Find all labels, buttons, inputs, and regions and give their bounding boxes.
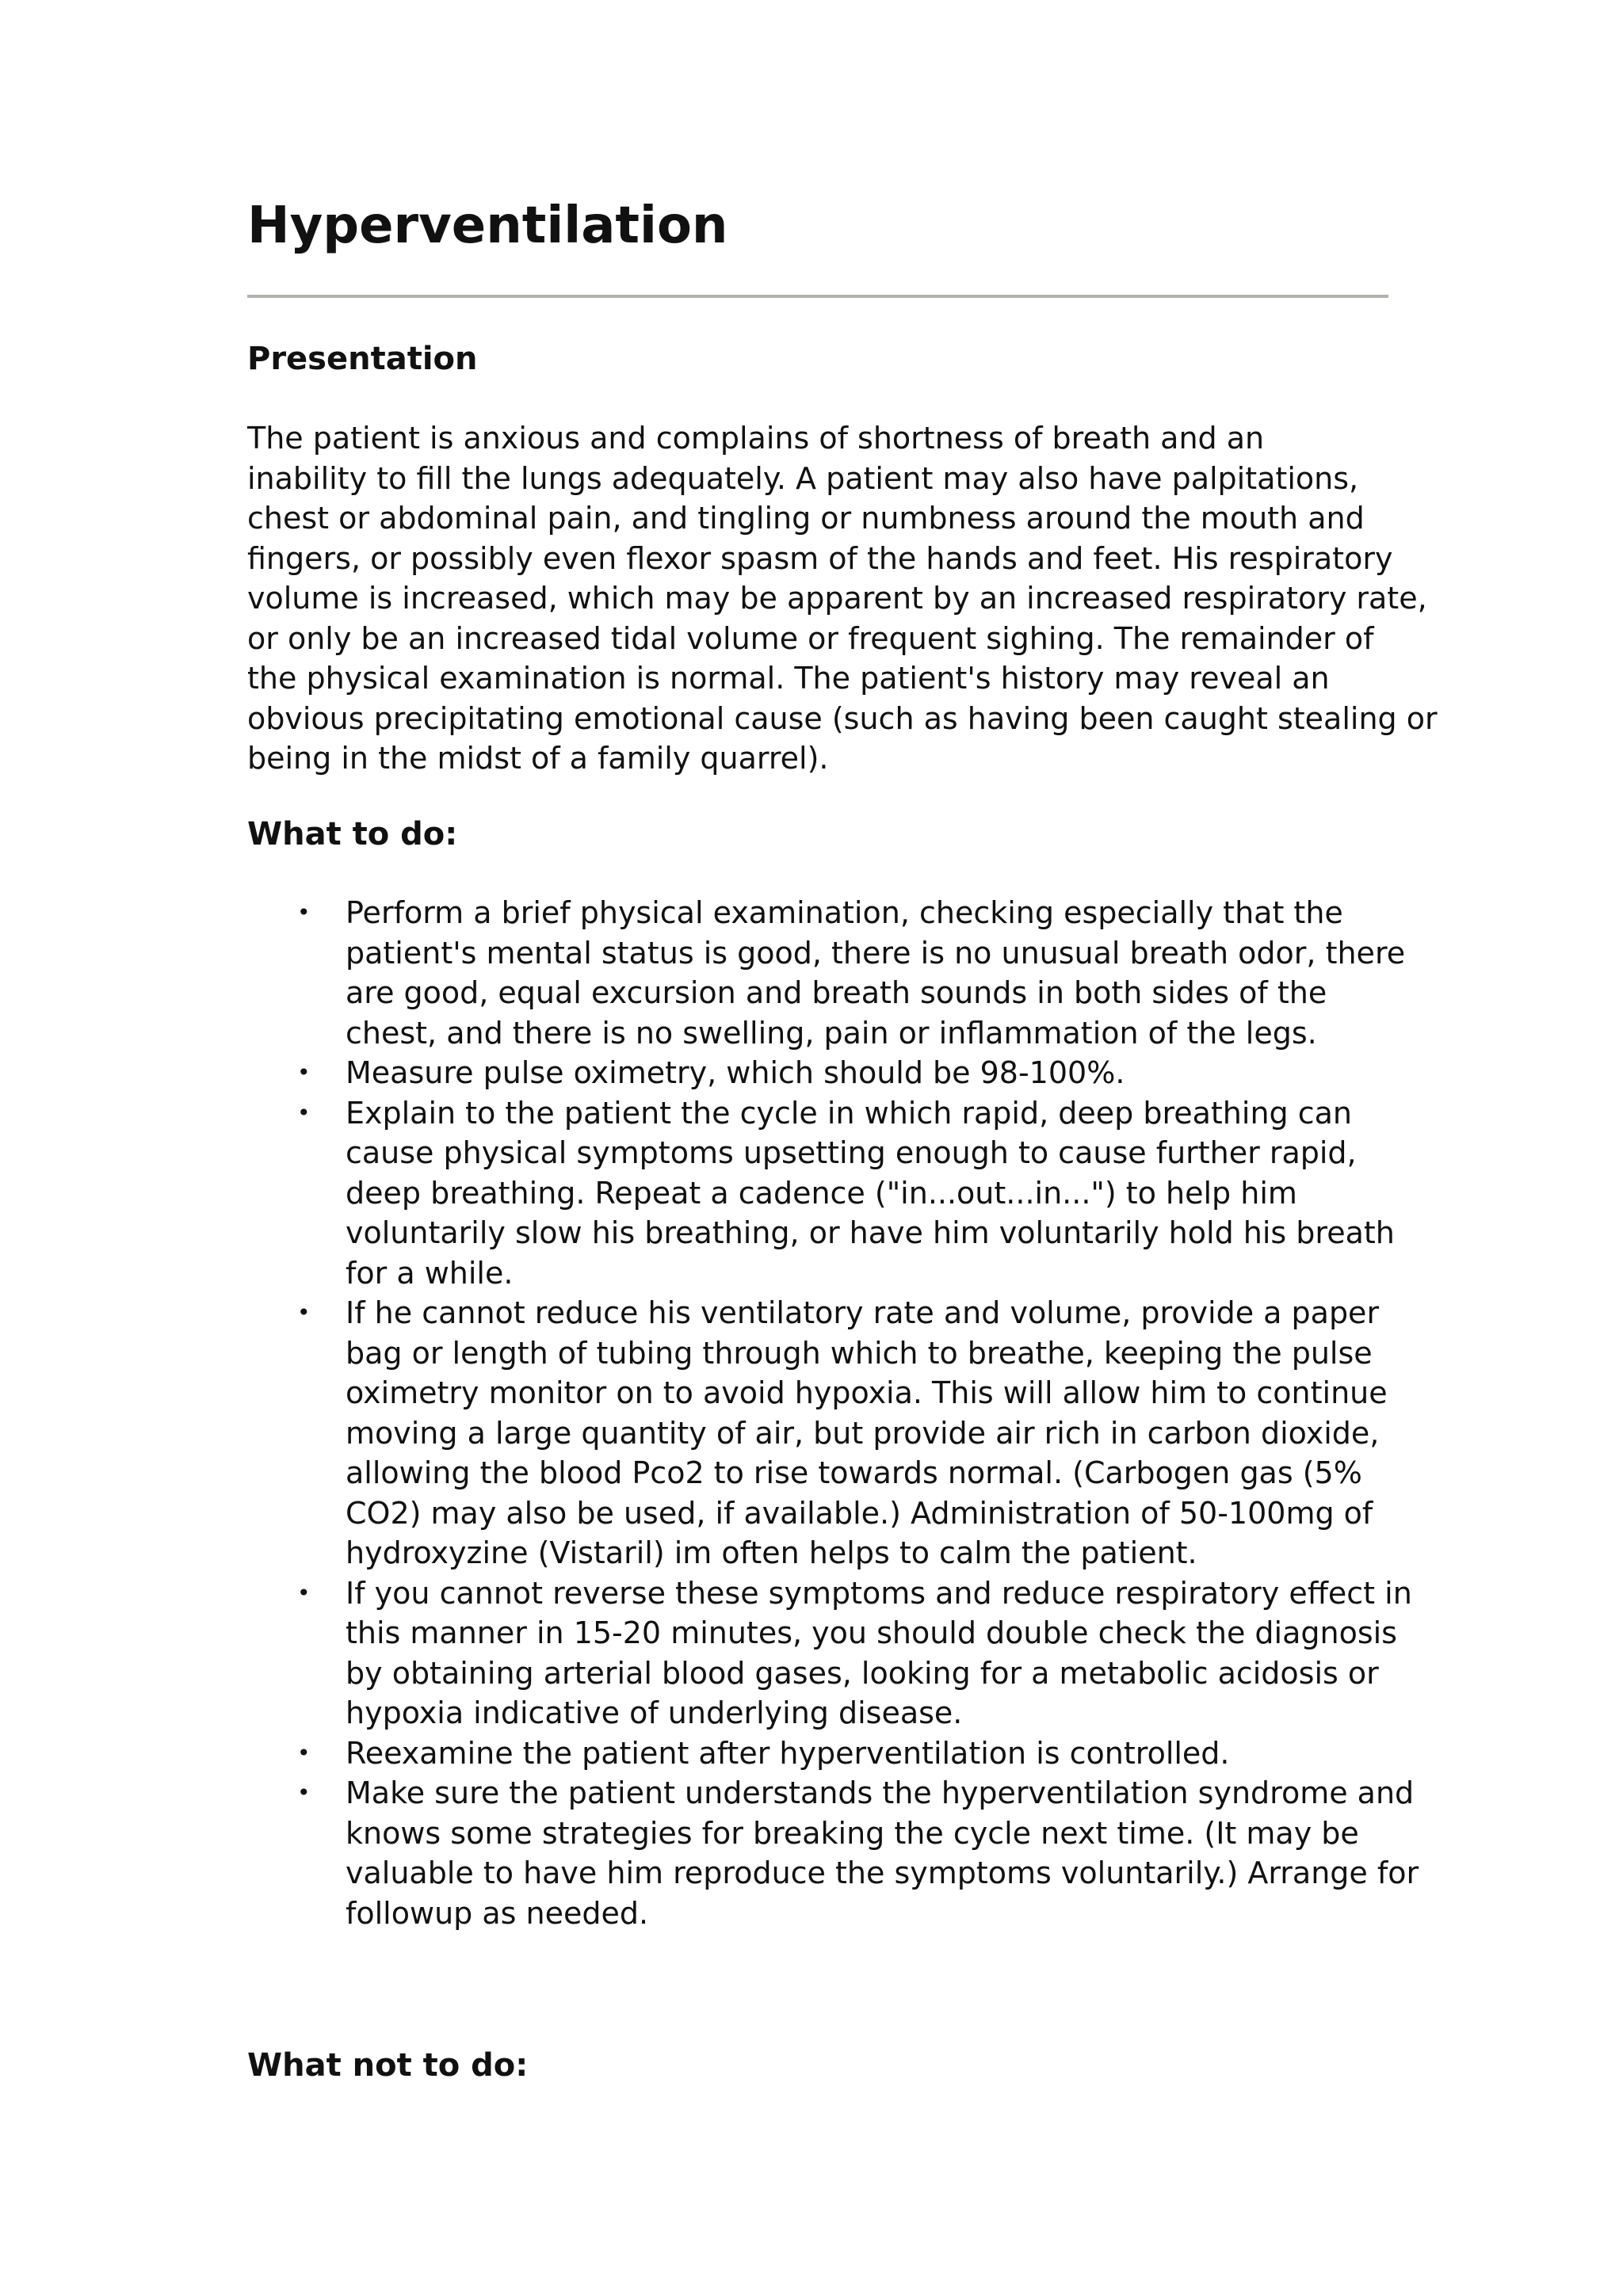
list-item-line: Measure pulse oximetry, which should be 98-100%. — [346, 1055, 1125, 1090]
list-item-line: CO2) may also be used, if available.) Administration of 50-100mg of — [346, 1495, 1373, 1531]
list-item — [247, 1293, 1419, 1573]
list-item-line: Make sure the patient understands the hyperventilation syndrome and — [346, 1775, 1415, 1810]
list-item-line: valuable to have him reproduce the symptoms voluntarily.) Arrange for — [346, 1855, 1419, 1890]
list-item-line: followup as needed. — [346, 1895, 649, 1931]
list-item-line: oximetry monitor on to avoid hypoxia. This will allow him to continue — [346, 1375, 1388, 1410]
list-item-line: voluntarily slow his breathing, or have him voluntarily hold his breath — [346, 1215, 1395, 1250]
bullet-icon: • — [297, 1579, 311, 1606]
what-to-do-list — [247, 893, 1419, 1933]
paragraph-line: obvious precipitating emotional cause (such as having been caught stealing or — [247, 700, 1438, 736]
list-item-line: bag or length of tubing through which to breathe, keeping the pulse — [346, 1335, 1373, 1371]
list-item-line: knows some strategies for breaking the cycle next time. (It may be — [346, 1815, 1359, 1851]
paragraph-line: chest or abdominal pain, and tingling or numbness around the mouth and — [247, 501, 1365, 536]
bullet-icon: • — [297, 1059, 311, 1085]
presentation-heading: Presentation — [247, 341, 478, 377]
paragraph-line: being in the midst of a family quarrel). — [247, 741, 829, 776]
bullet-icon: • — [297, 1779, 311, 1806]
list-item-line: allowing the blood Pco2 to rise towards normal. (Carbogen gas (5% — [346, 1455, 1362, 1490]
list-item-line: cause physical symptoms upsetting enough to cause further rapid, — [346, 1135, 1357, 1170]
list-item-line: hypoxia indicative of underlying disease. — [346, 1695, 963, 1730]
list-item-line: by obtaining arterial blood gases, looking for a metabolic acidosis or — [346, 1655, 1379, 1691]
paragraph-line: volume is increased, which may be apparent by an increased respiratory rate, — [247, 581, 1427, 616]
list-item-line: If he cannot reduce his ventilatory rate and volume, provide a paper — [346, 1295, 1380, 1330]
list-item — [247, 1053, 1419, 1093]
list-item-line: moving a large quantity of air, but provide air rich in carbon dioxide, — [346, 1415, 1380, 1451]
list-item-line: Perform a brief physical examination, checking especially that the — [346, 895, 1343, 930]
what-not-to-do-heading: What not to do: — [247, 2047, 529, 2084]
list-item-line: for a while. — [346, 1255, 514, 1291]
paragraph-line: The patient is anxious and complains of shortness of breath and an — [247, 421, 1265, 456]
paragraph-line: or only be an increased tidal volume or frequent sighing. The remainder of — [247, 620, 1374, 656]
list-item — [247, 1093, 1419, 1294]
bullet-icon: • — [297, 899, 311, 925]
title-divider — [247, 295, 1388, 298]
what-to-do-heading: What to do: — [247, 816, 458, 852]
list-item — [247, 1573, 1419, 1733]
paragraph-line: fingers, or possibly even flexor spasm of the hands and feet. His respiratory — [247, 540, 1393, 576]
list-item-line: patient's mental status is good, there is no unusual breath odor, there — [346, 935, 1406, 971]
list-item — [247, 893, 1419, 1053]
list-item-line: are good, equal excursion and breath sounds in both sides of the — [346, 975, 1327, 1010]
list-item-line: Reexamine the patient after hyperventilation is controlled. — [346, 1735, 1230, 1771]
list-item-line: hydroxyzine (Vistaril) im often helps to calm the patient. — [346, 1535, 1197, 1570]
list-item — [247, 1773, 1419, 1933]
paragraph-line: the physical examination is normal. The patient's history may reveal an — [247, 661, 1330, 696]
bullet-icon: • — [297, 1739, 311, 1766]
list-item-line: If you cannot reverse these symptoms and reduce respiratory effect in — [346, 1575, 1412, 1611]
list-item-line: this manner in 15-20 minutes, you should double check the diagnosis — [346, 1615, 1397, 1650]
presentation-paragraph — [247, 418, 1438, 779]
list-item-line: chest, and there is no swelling, pain or inflammation of the legs. — [346, 1015, 1317, 1051]
paragraph-line: inability to fill the lungs adequately. A patient may also have palpitations, — [247, 460, 1359, 496]
page-title: Hyperventilation — [247, 196, 728, 255]
list-item-line: Explain to the patient the cycle in which rapid, deep breathing can — [346, 1095, 1352, 1131]
list-item — [247, 1733, 1419, 1774]
bullet-icon: • — [297, 1299, 311, 1325]
list-item-line: deep breathing. Repeat a cadence ("in...out...in...") to help him — [346, 1175, 1297, 1211]
bullet-icon: • — [297, 1099, 311, 1126]
